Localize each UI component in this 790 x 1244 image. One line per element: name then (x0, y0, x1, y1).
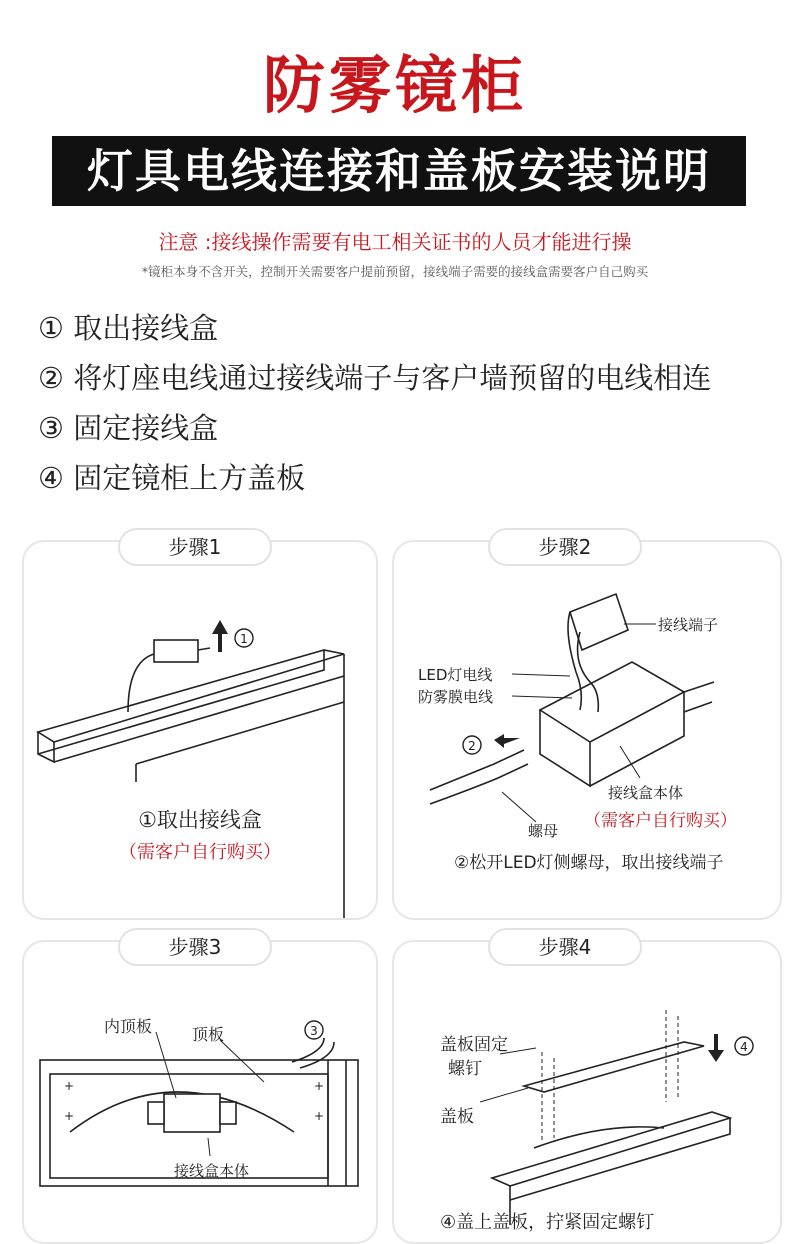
step-number: ① (38, 311, 64, 345)
svg-text:+: + (314, 1079, 325, 1093)
left-arrow-icon (494, 734, 520, 748)
subtitle-banner: 灯具电线连接和盖板安装说明 (52, 136, 746, 206)
down-arrow-icon (708, 1034, 724, 1062)
svg-text:4: 4 (740, 1040, 748, 1054)
step1-caption: ①取出接线盒 (138, 808, 262, 832)
step4-illustration (394, 942, 780, 1225)
svg-text:+: + (64, 1109, 75, 1123)
step-text: 固定接线盒 (73, 411, 219, 445)
label-fog-wire: 防雾膜电线 (418, 688, 494, 706)
step3-tag: 步骤3 (118, 928, 272, 966)
label-inner-top: 内顶板 (104, 1017, 153, 1036)
step4-tag: 步骤4 (488, 928, 642, 966)
svg-text:1: 1 (240, 632, 248, 646)
step1-tag: 步骤1 (118, 528, 272, 566)
svg-text:+: + (64, 1079, 75, 1093)
step-item-3 (38, 406, 218, 447)
step2-tag: 步骤2 (488, 528, 642, 566)
page-title: 防雾镜柜 (262, 49, 527, 122)
step1-note: （需客户自行购买） (119, 842, 281, 863)
step2-panel (392, 540, 782, 920)
up-arrow-icon (212, 620, 228, 652)
label-box-body: 接线盒本体 (174, 1162, 250, 1180)
label-terminal: 接线端子 (658, 616, 719, 634)
step4-panel (392, 940, 782, 1244)
step3-panel (22, 940, 378, 1244)
svg-text:2: 2 (468, 739, 476, 753)
label-top-board: 顶板 (192, 1025, 225, 1044)
label-nut: 螺母 (528, 822, 559, 840)
step4-caption: ④盖上盖板，拧紧固定螺钉 (440, 1212, 655, 1233)
step-text: 将灯座电线通过接线端子与客户墙预留的电线相连 (73, 361, 712, 395)
step-text: 取出接线盒 (73, 311, 219, 345)
label-cover: 盖板 (440, 1107, 474, 1127)
label-led-wire: LED灯电线 (418, 666, 493, 684)
step-item-2 (38, 356, 711, 397)
step2-note: （需客户自行购买） (584, 811, 737, 831)
footnote: *镜柜本身不含开关，控制开关需要客户提前预留，接线端子需要的接线盒需要客户自己购买 (141, 264, 649, 279)
step-text: 固定镜柜上方盖板 (73, 461, 306, 495)
label-screw-2: 螺钉 (448, 1059, 482, 1079)
safety-notice: 注意 :接线操作需要有电工相关证书的人员才能进行操 (158, 230, 632, 254)
step2-caption: ②松开LED灯侧螺母，取出接线端子 (454, 853, 724, 873)
step-number: ② (38, 361, 64, 395)
label-box-body: 接线盒本体 (608, 784, 684, 802)
step1-panel (22, 540, 378, 920)
step-number: ④ (38, 461, 64, 495)
step3-illustration (24, 942, 376, 1225)
step-item-4 (38, 456, 305, 497)
svg-text:+: + (314, 1109, 325, 1123)
label-screw: 盖板固定 (440, 1035, 508, 1055)
step-item-1 (38, 306, 218, 347)
step-number: ③ (38, 411, 64, 445)
svg-text:3: 3 (310, 1024, 318, 1038)
